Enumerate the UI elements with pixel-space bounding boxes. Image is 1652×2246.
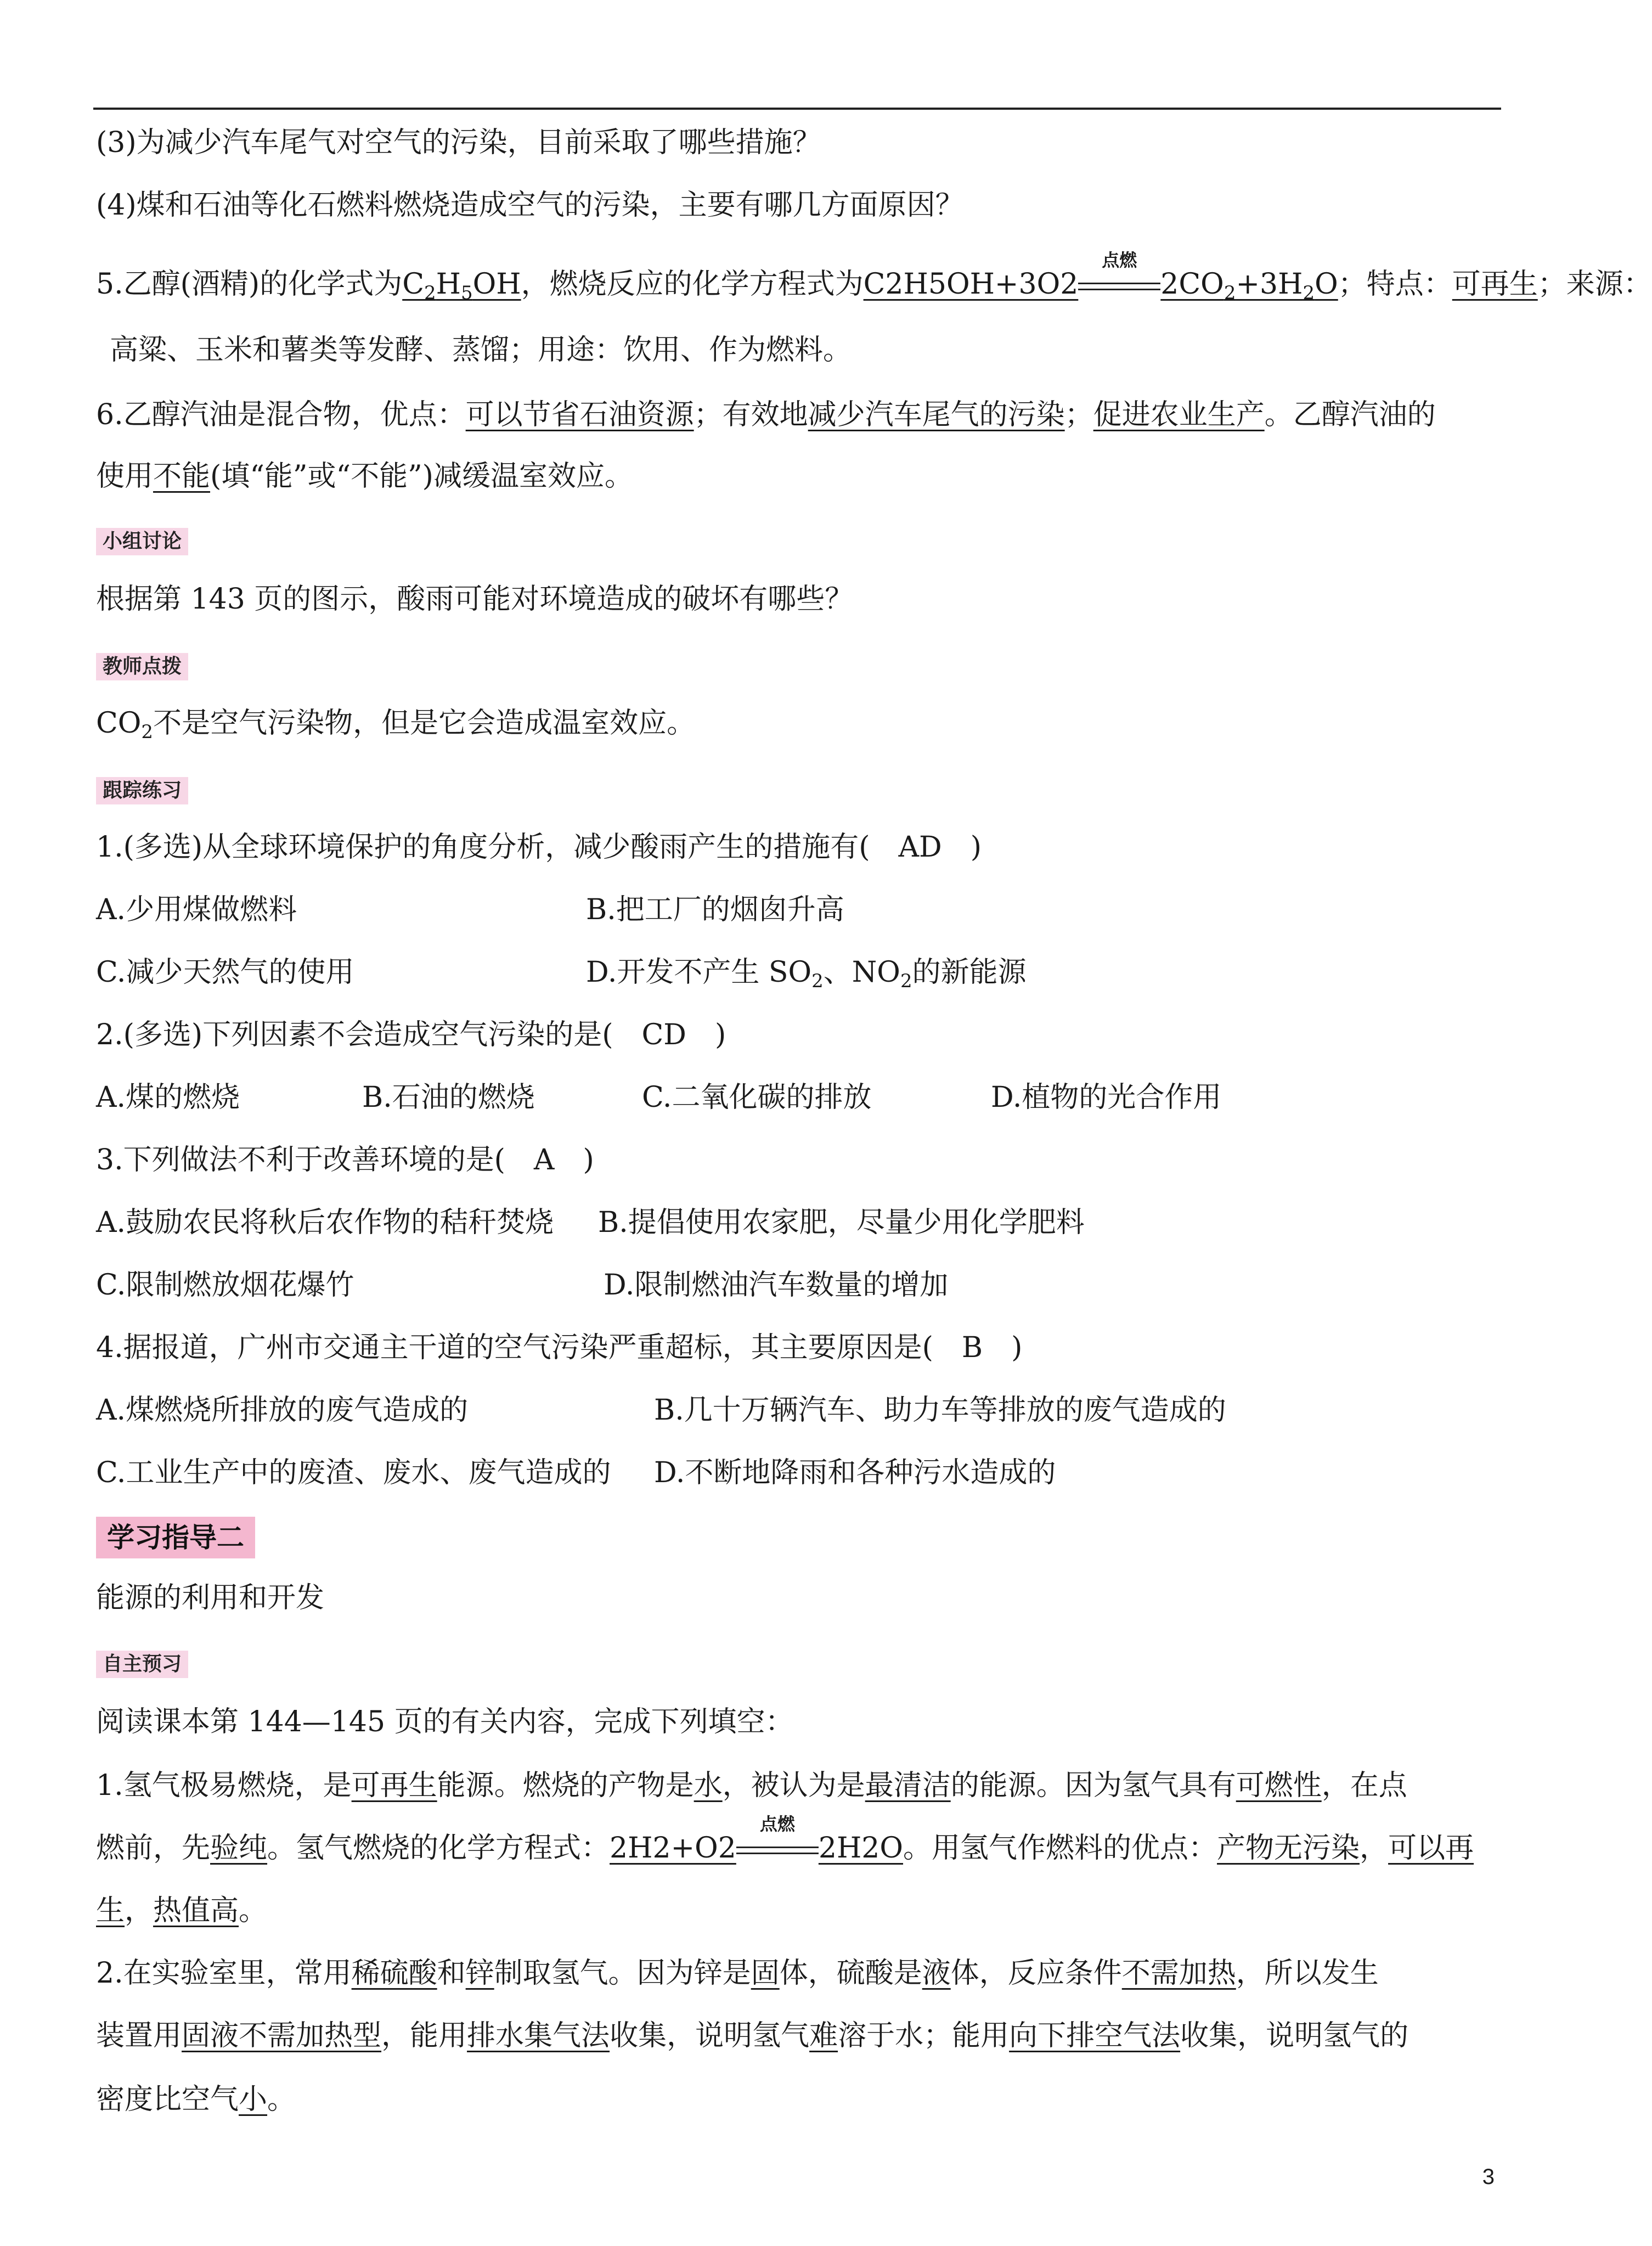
answer-cleanest: 最清洁 [865,1769,951,1802]
question-4: (4)煤和石油等化石燃料燃烧造成空气的污染，主要有哪几方面原因？ [96,189,964,222]
item-5-line-1: 5.乙醇(酒精)的化学式为$C_2H_5OH$，燃烧反应的化学方程式为C2H5OH+3O2 点燃 $2CO_2+3H_2O$；特点：可再生；来源： [96,250,1652,304]
answer-high-heat: 热值高 [153,1894,239,1927]
practice-q1: 1.(多选)从全球环境保护的角度分析，减少酸雨产生的措施有( AD ) [96,831,982,864]
q2-option-b: B.石油的燃烧 [362,1081,535,1114]
advantage-1: 可以节省石油资源 [465,398,694,431]
q1-option-c: C.减少天然气的使用 [96,956,354,989]
practice-q2: 2.(多选)下列因素不会造成空气污染的是( CD ) [96,1018,726,1051]
equation-left: C2H5OH+3O2 [863,268,1079,301]
item-5-prefix: 5.乙醇(酒精)的化学式为 [96,268,403,301]
q2-option-c: C.二氧化碳的排放 [642,1081,872,1114]
answer-purity-test: 验纯 [210,1832,268,1865]
q2-option-a: A.煤的燃烧 [96,1081,240,1114]
q4-option-a: A.煤燃烧所排放的废气造成的 [96,1394,469,1427]
q1-option-d: D.开发不产生 $SO_2$、$NO_2$的新能源 [586,956,1027,992]
answer-renewable: 可再生 [351,1769,437,1802]
section-subtitle: 能源的利用和开发 [96,1581,325,1614]
q3-option-a: A.鼓励农民将秋后农作物的秸秆焚烧 [96,1206,554,1239]
practice-q4: 4.据报道，广州市交通主干道的空气污染严重超标，其主要原因是( B ) [96,1331,1023,1364]
discussion-text: 根据第 143 页的图示，酸雨可能对环境造成的破坏有哪些？ [96,583,854,616]
q4-option-c: C.工业生产中的废渣、废水、废气造成的 [96,1456,611,1489]
advantage-3: 促进农业生产 [1093,398,1265,431]
q3-option-d: D.限制燃油汽车数量的增加 [604,1269,949,1302]
q3-option-c: C.限制燃放烟花爆竹 [96,1269,354,1302]
preview-tag: 自主预习 [96,1651,188,1678]
answer-water: 水 [693,1769,723,1802]
h2-line-3: 生，热值高。 [96,1894,268,1927]
feature-answer: 可再生 [1452,268,1538,301]
h2-equation-right: 2H2O [818,1832,904,1865]
h3-line-2: 装置用固液不需加热型，能用排水集气法收集，说明氢气难溶于水；能用向下排空气法收集，说明氢气的 [96,2019,1409,2052]
q1-option-a: A.少用煤做燃料 [96,893,297,926]
preview-intro: 阅读课本第 144—145 页的有关内容，完成下列填空： [96,1705,794,1738]
q3-option-b: B.提倡使用农家肥，尽量少用化学肥料 [598,1206,1085,1239]
h2-reaction-condition: 点燃 [736,1831,819,1866]
answer-flammable: 可燃性 [1236,1769,1322,1802]
item-5-line-2: 高粱、玉米和薯类等发酵、蒸馏；用途：饮用、作为燃料。 [110,334,852,367]
ethanol-formula: $C_2H_5OH$ [402,268,521,304]
question-3: (3)为减少汽车尾气对空气的污染，目前采取了哪些措施？ [96,126,821,159]
section-title-guide-2: 学习指导二 [96,1517,255,1558]
reaction-condition: 点燃 [1078,267,1160,302]
h2-line-2: 燃前，先验纯。氢气燃烧的化学方程式：2H2+O2 点燃 2H2O。用氢气作燃料的优点：产物无污染，可以再 [96,1814,1474,1865]
item-6-line-1: 6.乙醇汽油是混合物，优点：可以节省石油资源；有效地减少汽车尾气的污染；促进农业生产。乙醇汽油的 [96,398,1436,431]
q4-option-d: D.不断地降雨和各种污水造成的 [654,1456,1056,1489]
page-number: 3 [1482,2165,1495,2189]
h3-line-1: 2.在实验室里，常用稀硫酸和锌制取氢气。因为锌是固体，硫酸是液体，反应条件不需加热，所以发生 [96,1957,1379,1990]
h2-line-1: 1.氢气极易燃烧，是可再生能源。燃烧的产物是水，被认为是最清洁的能源。因为氢气具有可燃性，在点 [96,1769,1407,1802]
practice-q3: 3.下列做法不利于改善环境的是( A ) [96,1144,594,1177]
q1-option-b: B.把工厂的烟囱升高 [586,893,844,926]
discussion-tag: 小组讨论 [96,528,188,555]
answer-renewable-2: 可以再 [1388,1832,1474,1865]
h2-equation-left: 2H2+O2 [610,1832,736,1865]
teacher-tag: 教师点拨 [96,653,188,680]
advantage-2: 减少汽车尾气的污染 [808,398,1065,431]
q4-option-b: B.几十万辆汽车、助力车等排放的废气造成的 [654,1394,1226,1427]
answer-no-pollution: 产物无污染 [1217,1832,1360,1865]
equation-right: $2CO_2+3H_2O$ [1160,268,1338,304]
header-rule [93,108,1501,110]
item-6-line-2: 使用不能(填“能”或“不能”)减缓温室效应。 [96,460,633,493]
h3-line-3: 密度比空气小。 [96,2083,296,2116]
teacher-text: $CO_2$不是空气污染物，但是它会造成温室效应。 [96,707,696,743]
q2-option-d: D.植物的光合作用 [991,1081,1222,1114]
practice-tag: 跟踪练习 [96,777,188,804]
item-6-answer: 不能 [153,460,211,493]
